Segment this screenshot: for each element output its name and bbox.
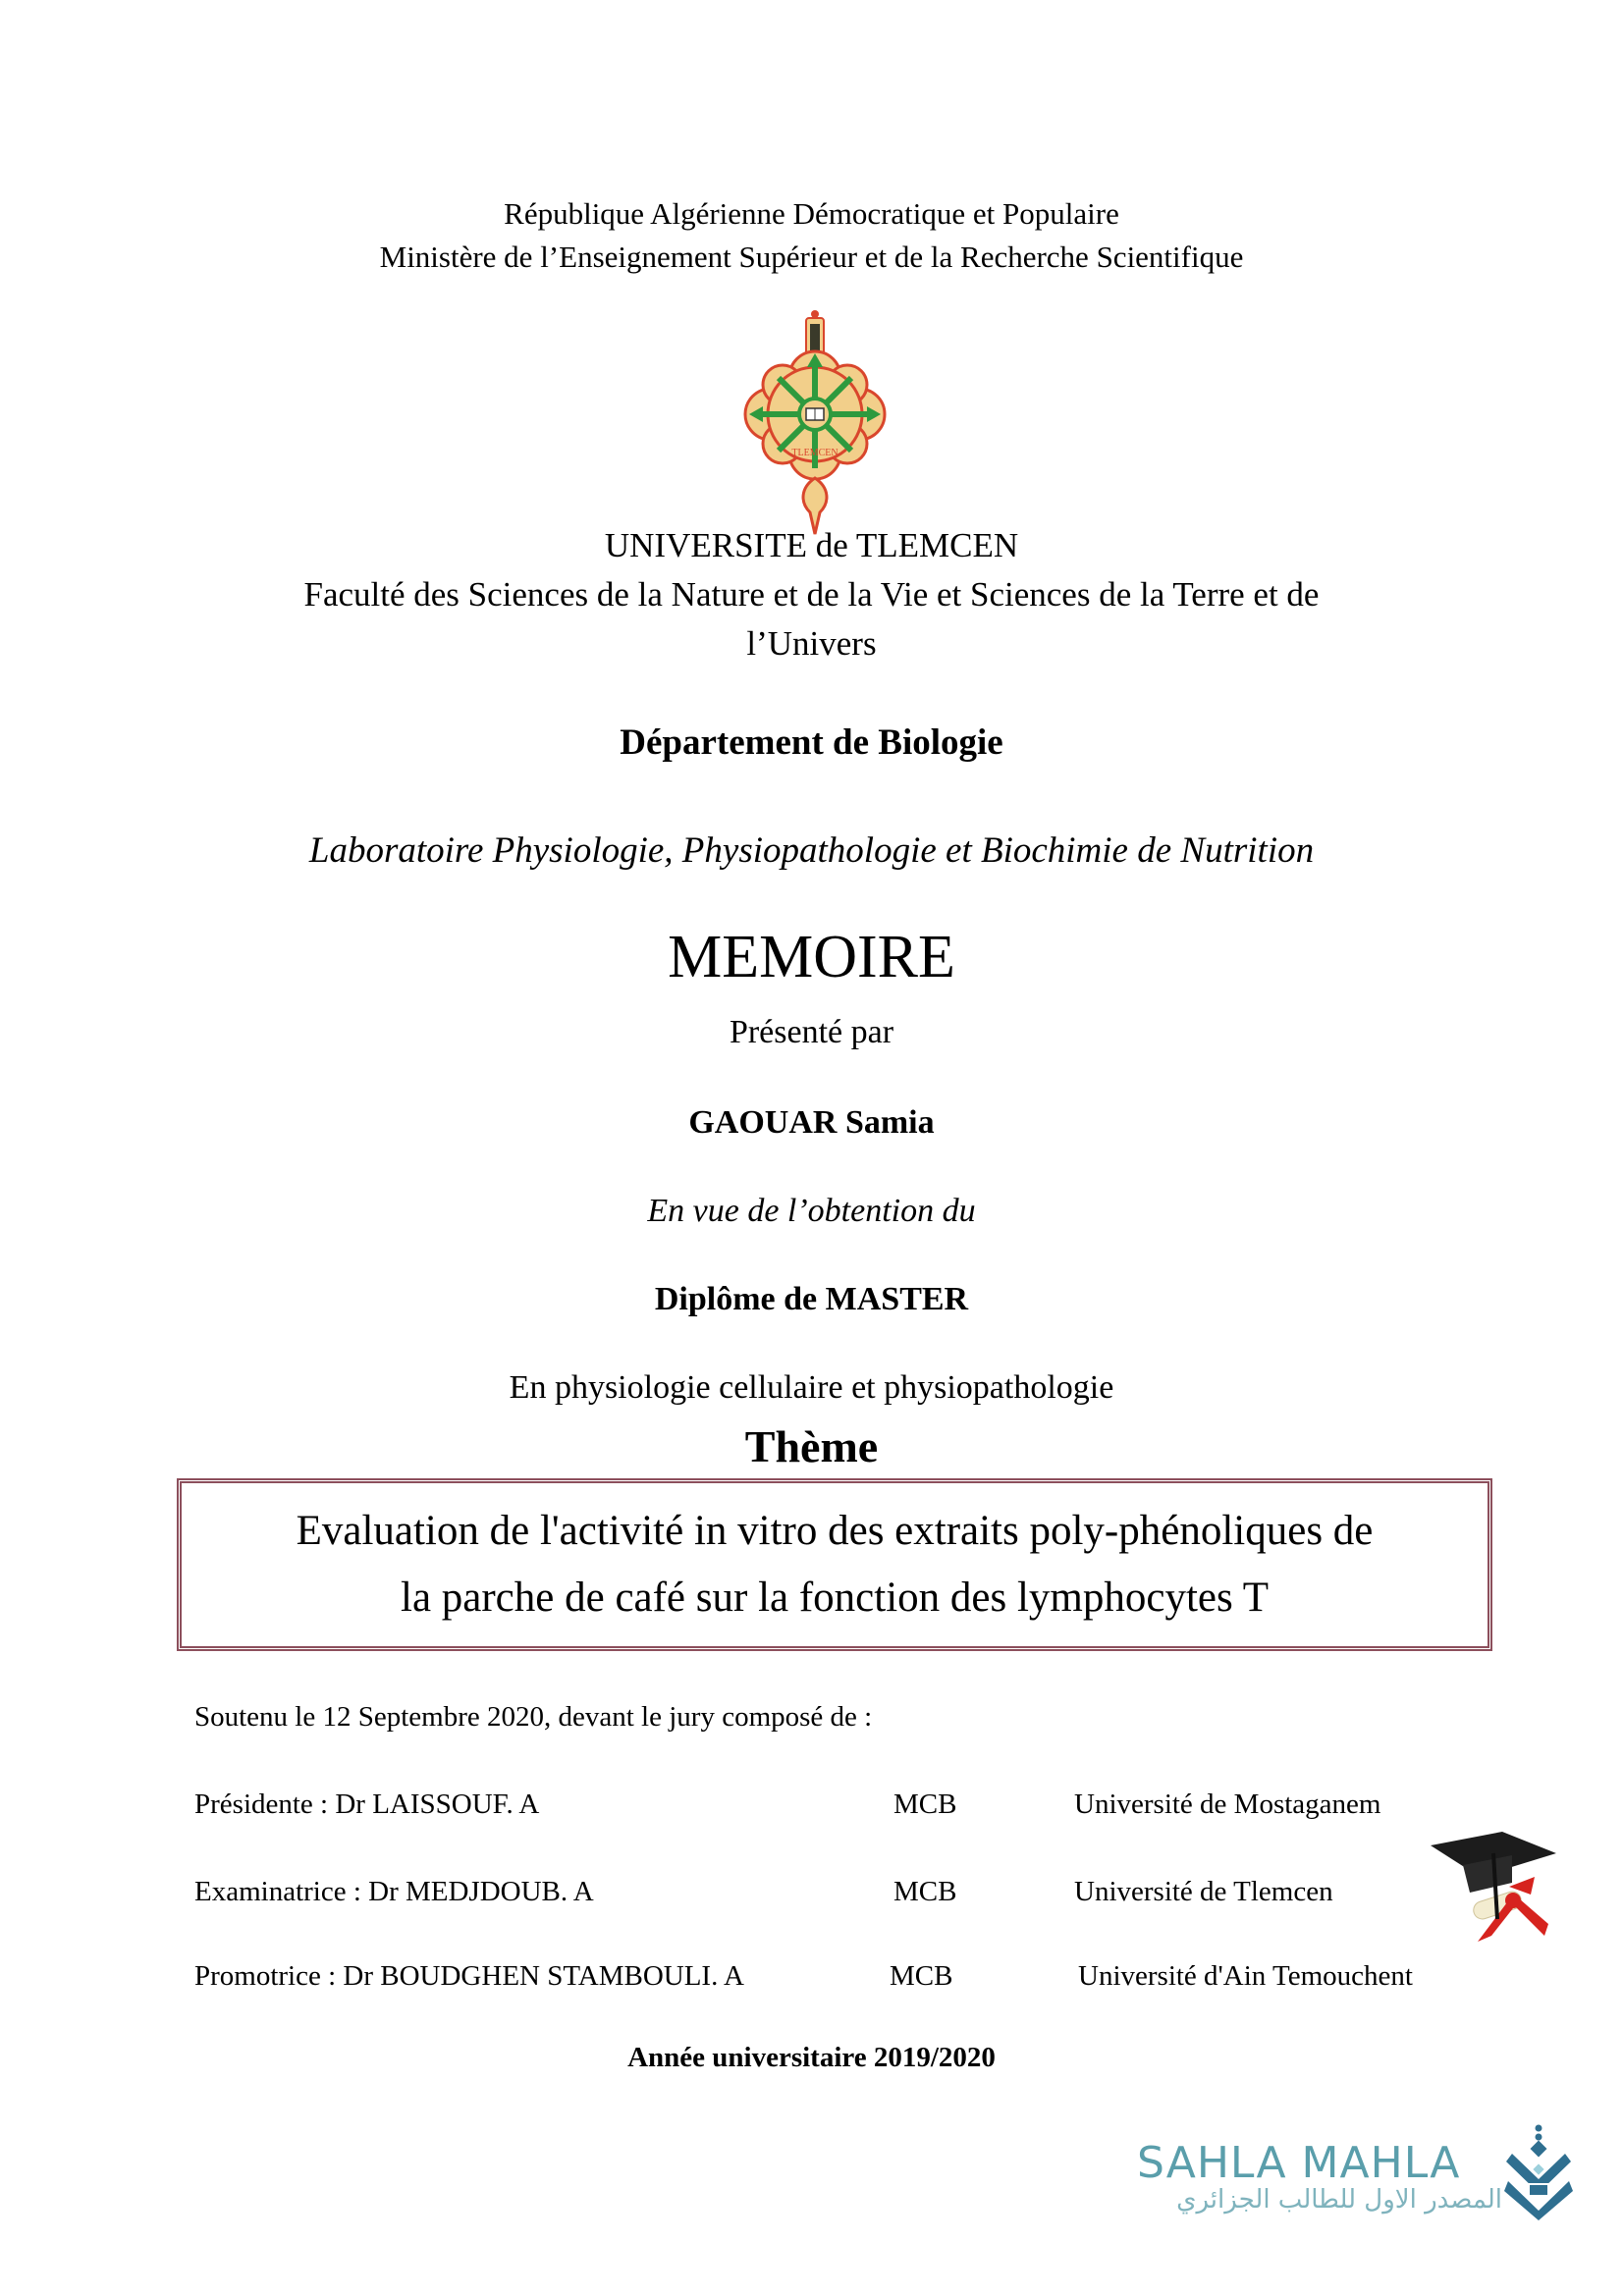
theme-title-line1: Evaluation de l'activité in vitro des extraits poly-phénoliques de — [296, 1508, 1374, 1554]
specialty-text: En physiologie cellulaire et physiopathologie — [509, 1369, 1114, 1406]
watermark-tagline: المصدر الاول للطالب الجزائري — [1176, 2185, 1502, 2215]
jury-institution: Université de Mostaganem — [1074, 1789, 1381, 1820]
theme-label: Thème — [744, 1421, 879, 1471]
jury-row — [194, 1789, 1471, 1828]
jury-grade: MCB — [893, 1876, 957, 1907]
graduation-cap-icon — [1419, 1826, 1566, 1953]
jury-institution: Université de Tlemcen — [1074, 1876, 1333, 1907]
jury-row — [194, 1960, 1471, 2000]
ministry-heading: Ministère de l’Enseignement Supérieur et de la Recherche Scientifique — [379, 240, 1244, 274]
jury-grade: MCB — [890, 1960, 953, 1992]
laboratory-name: Laboratoire Physiologie, Physiopathologie et Biochimie de Nutrition — [308, 830, 1315, 871]
purpose-text: En vue de l’obtention du — [647, 1193, 976, 1229]
sahla-mahla-logo-icon — [1502, 2122, 1576, 2220]
degree-name: Diplôme de MASTER — [654, 1281, 969, 1317]
faculty-name-line2: l’Univers — [746, 624, 877, 663]
theme-title-box — [177, 1478, 1492, 1651]
defense-intro: Soutenu le 12 Septembre 2020, devant le jury composé de : — [194, 1701, 873, 1733]
presented-by-label: Présenté par — [729, 1014, 894, 1050]
department-name: Département de Biologie — [620, 722, 1003, 763]
svg-text:TLEMCEN: TLEMCEN — [791, 448, 839, 458]
academic-year: Année universitaire 2019/2020 — [627, 2042, 996, 2073]
jury-institution: Université d'Ain Temouchent — [1078, 1960, 1413, 1992]
jury-role: Examinatrice : Dr MEDJDOUB. A — [194, 1876, 594, 1907]
watermark-brand: SAHLA MAHLA — [1137, 2138, 1461, 2188]
republic-heading: République Algérienne Démocratique et Populaire — [504, 196, 1119, 231]
author-name: GAOUAR Samia — [688, 1104, 935, 1141]
document-type-title: MEMOIRE — [668, 924, 955, 990]
jury-grade: MCB — [893, 1789, 957, 1820]
jury-row — [194, 1876, 1471, 1915]
faculty-name-line1: Faculté des Sciences de la Nature et de la Vie et Sciences de la Terre et de — [303, 575, 1320, 614]
university-emblem-icon — [741, 306, 889, 537]
theme-title-line2: la parche de café sur la fonction des lymphocytes T — [401, 1575, 1269, 1621]
jury-role: Présidente : Dr LAISSOUF. A — [194, 1789, 540, 1820]
jury-role: Promotrice : Dr BOUDGHEN STAMBOULI. A — [194, 1960, 744, 1992]
university-name: UNIVERSITE de TLEMCEN — [604, 526, 1019, 564]
